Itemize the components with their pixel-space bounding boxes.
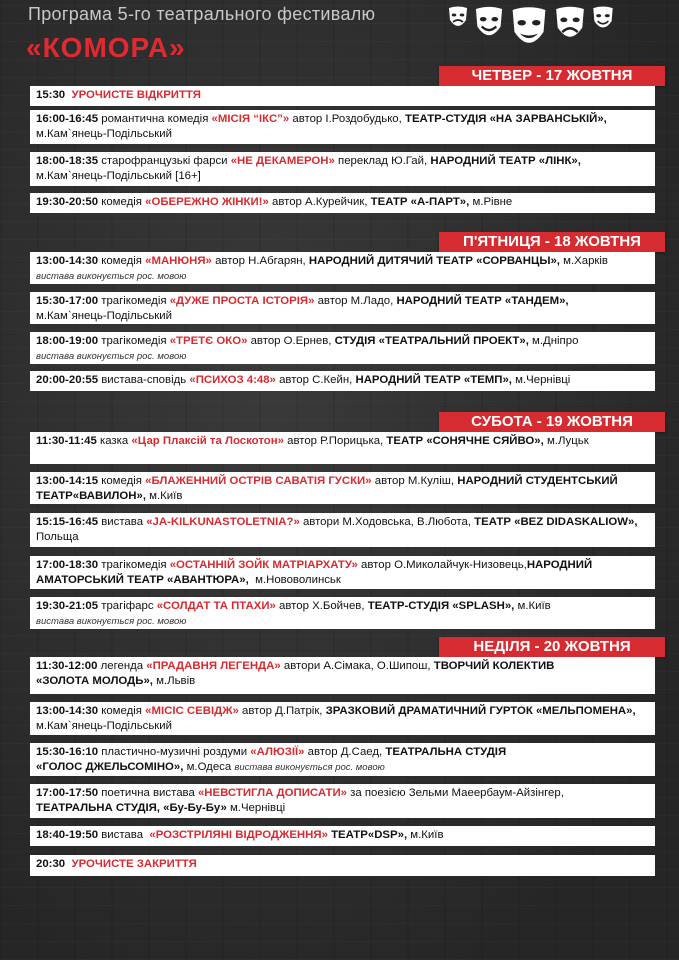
event-row	[30, 657, 655, 694]
language-note: вистава виконується рос. мовою	[36, 351, 187, 362]
language-note: вистава виконується рос. мовою	[36, 271, 187, 282]
event-row	[30, 252, 655, 284]
event-row	[30, 513, 655, 547]
event-genre: трагікомедія	[101, 335, 167, 347]
event-theatre: ТЕАТР«DSP»,	[331, 829, 408, 841]
event-row	[30, 110, 655, 144]
event-title: «МІСІЯ “ІКС”»	[211, 113, 290, 125]
day-header-sunday: НЕДІЛЯ - 20 ЖОВТНЯ	[439, 637, 665, 657]
event-time: 13:00-14:30	[36, 255, 99, 267]
event-theatre: ТЕАТРАЛЬНА СТУДІЯ, «Бу-Бу-Бу»	[36, 802, 227, 814]
event-row	[30, 597, 655, 629]
event-row	[30, 784, 655, 818]
event-city: Польща	[36, 531, 79, 543]
event-city: м.Кам`янець-Подільський	[36, 720, 173, 732]
event-theatre: НАРОДНИЙ	[526, 559, 593, 571]
event-theatre: ТВОРЧИЙ КОЛЕКТИВ	[433, 660, 555, 672]
event-city: м.Чернівці	[515, 374, 571, 386]
event-genre: комедія	[101, 196, 142, 208]
event-title: «ОБЕРЕЖНО ЖІНКИ!»	[145, 196, 269, 208]
event-time: 18:00-18:35	[36, 155, 99, 167]
event-title: «БЛАЖЕННИЙ ОСТРІВ САВАТІЯ ГУСКИ»	[145, 475, 372, 487]
event-time: 19:30-21:05	[36, 600, 99, 612]
event-theatre: ТЕАТР «СОНЯЧНЕ СЯЙВО»,	[386, 435, 544, 447]
event-title: «ОСТАННІЙ ЗОЙК МАТРІАРХАТУ»	[169, 559, 358, 571]
event-theatre: «ГОЛОС ДЖЕЛЬСОМІНО»,	[36, 761, 184, 773]
event-theatre: ТЕАТРАЛЬНА СТУДІЯ	[385, 746, 507, 758]
event-author: автор Д.Саед,	[307, 746, 383, 758]
event-city: м.Дніпро	[532, 335, 579, 347]
event-author: автор С.Кейн,	[279, 374, 353, 386]
event-city: м.Львів	[156, 675, 196, 687]
event-city: м.Київ	[149, 490, 183, 502]
event-title: «ДУЖЕ ПРОСТА ІСТОРІЯ»	[169, 295, 315, 307]
event-row	[30, 332, 655, 364]
event-city: м.Чернівці	[229, 802, 286, 814]
event-title: «АЛЮЗІЇ»	[250, 746, 305, 758]
event-author: за поезією Зельми Маеербаум-Айзінгер,	[350, 787, 564, 799]
event-title: «ПРАДАВНЯ ЛЕГЕНДА»	[146, 660, 281, 672]
event-time: 17:00-17:50	[36, 787, 99, 799]
event-row	[30, 292, 655, 324]
event-city: м.Кам`янець-Подільський	[36, 310, 173, 322]
event-title: «JA-KILKUNASTOLETNIA?»	[146, 516, 300, 528]
festival-subtitle: Програма 5-го театрального фестивалю	[28, 4, 376, 24]
event-theatre: НАРОДНИЙ ТЕАТР «ТЕМП»,	[355, 374, 512, 386]
event-row	[30, 152, 655, 186]
event-theatre: НАРОДНИЙ ТЕАТР «ЛІНК»,	[430, 155, 581, 167]
event-theatre: ТЕАТР «А-ПАРТ»,	[370, 196, 470, 208]
event-time: 15:30	[36, 89, 66, 101]
event-genre: трагіфарс	[101, 600, 154, 612]
event-genre: комедія	[101, 475, 142, 487]
event-author: автор М.Куліш,	[374, 475, 455, 487]
event-title: «ТРЕТЄ ОКО»	[169, 335, 248, 347]
event-theatre: ТЕАТР-СТУДІЯ «НА ЗАРВАНСЬКІЙ»,	[404, 113, 607, 125]
event-row	[30, 826, 655, 846]
theatre-masks-icon	[447, 6, 615, 54]
event-row	[30, 472, 655, 504]
language-note: вистава виконується рос. мовою	[234, 762, 385, 773]
event-genre: вистава	[101, 829, 144, 841]
event-row	[30, 432, 655, 464]
event-author: автор О.Миколайчук-Низовець,	[361, 559, 527, 571]
event-title: «МІСІС СЕВІДЖ»	[145, 705, 239, 717]
event-time: 18:00-19:00	[36, 335, 99, 347]
event-title: «СОЛДАТ ТА ПТАХИ»	[156, 600, 276, 612]
event-author: автор Х.Бойчев,	[279, 600, 365, 612]
event-title: «МАНЮНЯ»	[145, 255, 212, 267]
event-author: автор Д.Патрік,	[242, 705, 323, 717]
event-time: 15:30-16:10	[36, 746, 99, 758]
event-city: м.Нововолинськ	[255, 574, 341, 586]
event-time: 15:15-16:45	[36, 516, 99, 528]
event-title: «НЕВСТИГЛА ДОПИСАТИ»	[197, 787, 347, 799]
event-theatre: ТЕАТР«ВАВИЛОН»,	[36, 490, 146, 502]
event-time: 19:30-20:50	[36, 196, 99, 208]
event-row	[30, 556, 655, 589]
day-header-thursday: ЧЕТВЕР - 17 ЖОВТНЯ	[439, 66, 665, 86]
event-title: УРОЧИСТЕ ВІДКРИТТЯ	[71, 89, 201, 101]
event-genre: казка	[99, 435, 129, 447]
event-theatre: НАРОДНИЙ СТУДЕНТСЬКИЙ	[457, 475, 618, 487]
event-title: УРОЧИСТЕ ЗАКРИТТЯ	[71, 858, 197, 870]
event-city: м.Київ	[410, 829, 444, 841]
event-time: 13:00-14:30	[36, 705, 99, 717]
event-title: «РОЗСТРІЛЯНІ ВІДРОДЖЕННЯ»	[149, 829, 328, 841]
event-theatre: ТЕАТР «BEZ DIDASKALIOW»,	[474, 516, 638, 528]
event-theatre: НАРОДНИЙ ТЕАТР «ТАНДЕМ»,	[396, 295, 569, 307]
event-city: м.Кам`янець-Подільський	[36, 128, 173, 140]
event-author: автор О.Ернев,	[250, 335, 332, 347]
event-author: автори А.Сімака, О.Шипош,	[283, 660, 431, 672]
event-time: 11:30-11:45	[36, 435, 97, 447]
event-time: 16:00-16:45	[36, 113, 99, 125]
event-genre: комедія	[101, 255, 142, 267]
event-time: 20:30	[36, 858, 66, 870]
event-time: 13:00-14:15	[36, 475, 99, 487]
event-theatre: АМАТОРСЬКИЙ ТЕАТР «АВАНТЮРА»,	[36, 574, 249, 586]
event-author: автори М.Ходовська, В.Любота,	[302, 516, 471, 528]
event-theatre: «ЗОЛОТА МОЛОДЬ»,	[36, 675, 153, 687]
event-time: 18:40-19:50	[36, 829, 99, 841]
event-title: «ПСИХОЗ 4:48»	[189, 374, 276, 386]
event-city: м.Харків	[563, 255, 608, 267]
event-genre: вистава-сповідь	[101, 374, 187, 386]
event-genre: трагікомедія	[101, 559, 167, 571]
event-title: «НЕ ДЕКАМЕРОН»	[230, 155, 335, 167]
event-title: «Цар Плаксій та Лоскотон»	[131, 435, 284, 447]
event-time: 15:30-17:00	[36, 295, 99, 307]
event-genre: пластично-музичні роздуми	[101, 746, 248, 758]
event-row	[30, 743, 655, 776]
event-genre: комедія	[101, 705, 142, 717]
day-header-saturday: СУБОТА - 19 ЖОВТНЯ	[439, 412, 665, 432]
event-row	[30, 702, 655, 735]
event-author: автор І.Роздобудько,	[292, 113, 402, 125]
event-genre: романтична комедія	[101, 113, 209, 125]
event-time: 11:30-12:00	[36, 660, 98, 672]
event-genre: легенда	[100, 660, 144, 672]
event-time: 17:00-18:30	[36, 559, 99, 571]
event-city: м.Київ	[517, 600, 551, 612]
event-author: переклад Ю.Гай,	[338, 155, 428, 167]
event-genre: поетична вистава	[101, 787, 195, 799]
event-row	[30, 86, 655, 106]
event-row	[30, 371, 655, 391]
language-note: вистава виконується рос. мовою	[36, 616, 187, 627]
event-city: м.Одеса	[186, 761, 232, 773]
event-city: м.Луцьк	[546, 435, 589, 447]
event-author: автор А.Курейчик,	[271, 196, 368, 208]
day-header-friday: П'ЯТНИЦЯ - 18 ЖОВТНЯ	[439, 232, 665, 252]
event-author: автор Р.Порицька,	[287, 435, 384, 447]
event-row	[30, 193, 655, 213]
festival-name: «КОМОРА»	[26, 32, 186, 63]
event-city: м.Рівне	[472, 196, 513, 208]
event-theatre: ТЕАТР-СТУДІЯ «SPLASH»,	[367, 600, 515, 612]
event-row	[30, 855, 655, 876]
event-author: автор М.Ладо,	[317, 295, 394, 307]
event-author: автор Н.Абгарян,	[215, 255, 306, 267]
event-genre: трагікомедія	[101, 295, 167, 307]
event-theatre: НАРОДНИЙ ДИТЯЧИЙ ТЕАТР «СОРВАНЦЫ»,	[308, 255, 560, 267]
event-theatre: ЗРАЗКОВИЙ ДРАМАТИЧНИЙ ГУРТОК «МЕЛЬПОМЕНА»,	[325, 705, 636, 717]
event-genre: старофранцузькі фарси	[101, 155, 228, 167]
event-time: 20:00-20:55	[36, 374, 99, 386]
event-city: м.Кам`янець-Подільський [16+]	[36, 170, 201, 182]
event-theatre: СТУДІЯ «ТЕАТРАЛЬНИЙ ПРОЕКТ»,	[334, 335, 529, 347]
event-genre: вистава	[101, 516, 144, 528]
